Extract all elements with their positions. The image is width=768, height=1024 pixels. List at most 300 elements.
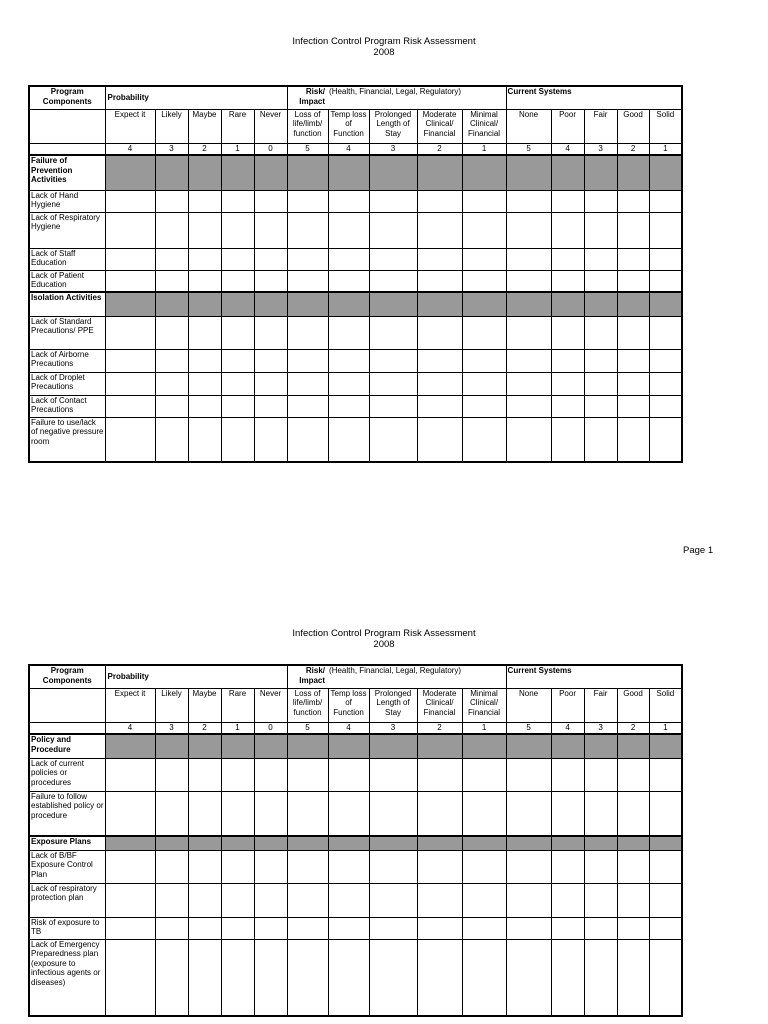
risk-col-score: 5 [287,722,328,734]
rating-cell[interactable] [221,372,254,395]
section-shaded-cell [551,734,584,758]
section-shaded-cell [221,155,254,190]
rating-cell[interactable] [551,248,584,270]
rating-cell[interactable] [155,190,188,212]
rating-cell[interactable] [155,248,188,270]
rating-cell[interactable] [221,791,254,836]
table-row [29,417,682,462]
rating-cell[interactable] [617,939,649,1016]
rating-cell[interactable] [155,850,188,883]
rating-cell[interactable] [649,758,682,791]
rating-cell[interactable] [105,917,155,939]
rating-cell[interactable] [417,349,462,372]
rating-cell[interactable] [328,939,369,1016]
row-label: Lack of respiratory protection plan [29,883,105,917]
rating-cell[interactable] [221,850,254,883]
rating-cell[interactable] [105,791,155,836]
section-shaded-cell [369,836,417,850]
rating-cell[interactable] [328,190,369,212]
rating-cell[interactable] [649,395,682,417]
rating-cell[interactable] [369,190,417,212]
section-shaded-cell [551,836,584,850]
rating-cell[interactable] [649,883,682,917]
rating-cell[interactable] [188,212,221,248]
rating-cell[interactable] [417,270,462,292]
rating-cell[interactable] [617,349,649,372]
rating-cell[interactable] [221,190,254,212]
rating-cell[interactable] [417,316,462,349]
section-shaded-cell [584,836,617,850]
section-shaded-cell [649,292,682,316]
systems-col-label: Good [617,688,649,722]
rating-cell[interactable] [649,212,682,248]
probability-col-score: 0 [254,143,287,155]
rating-cell[interactable] [462,939,506,1016]
rating-cell[interactable] [649,939,682,1016]
rating-cell[interactable] [584,883,617,917]
systems-col-score: 2 [617,722,649,734]
rating-cell[interactable] [221,316,254,349]
section-heading: Exposure Plans [29,836,105,850]
rating-cell[interactable] [506,349,551,372]
rating-cell[interactable] [369,349,417,372]
rating-cell[interactable] [506,190,551,212]
rating-cell[interactable] [188,939,221,1016]
rating-cell[interactable] [155,917,188,939]
rating-cell[interactable] [328,349,369,372]
section-shaded-cell [254,292,287,316]
systems-col-score: 5 [506,143,551,155]
rating-cell[interactable] [584,349,617,372]
rating-cell[interactable] [584,316,617,349]
row-label: Lack of Respiratory Hygiene [29,212,105,248]
rating-cell[interactable] [506,248,551,270]
rating-cell[interactable] [462,212,506,248]
rating-cell[interactable] [649,190,682,212]
rating-cell[interactable] [221,417,254,462]
rating-cell[interactable] [617,883,649,917]
rating-cell[interactable] [287,939,328,1016]
rating-cell[interactable] [369,417,417,462]
rating-cell[interactable] [462,883,506,917]
section-shaded-cell [417,734,462,758]
empty-header-cell [29,722,105,734]
rating-cell[interactable] [287,917,328,939]
probability-col-label: Never [254,688,287,722]
rating-cell[interactable] [287,212,328,248]
rating-cell[interactable] [617,850,649,883]
section-header-row [29,734,682,758]
rating-cell[interactable] [287,850,328,883]
page2-year: 2008 [373,639,395,650]
rating-cell[interactable] [649,270,682,292]
rating-cell[interactable] [369,758,417,791]
rating-cell[interactable] [188,883,221,917]
systems-col-score: 5 [506,722,551,734]
rating-cell[interactable] [551,850,584,883]
rating-cell[interactable] [328,270,369,292]
rating-cell[interactable] [462,349,506,372]
systems-col-score: 3 [584,143,617,155]
rating-cell[interactable] [506,372,551,395]
rating-cell[interactable] [369,883,417,917]
rating-cell[interactable] [287,248,328,270]
rating-cell[interactable] [369,395,417,417]
rating-cell[interactable] [287,791,328,836]
rating-cell[interactable] [155,270,188,292]
section-shaded-cell [155,836,188,850]
rating-cell[interactable] [221,883,254,917]
rating-cell[interactable] [155,758,188,791]
rating-cell[interactable] [188,917,221,939]
rating-cell[interactable] [188,850,221,883]
rating-cell[interactable] [287,316,328,349]
rating-cell[interactable] [584,372,617,395]
rating-cell[interactable] [155,883,188,917]
risk-col-score: 2 [417,143,462,155]
rating-cell[interactable] [188,417,221,462]
rating-cell[interactable] [328,883,369,917]
probability-col-score: 1 [221,143,254,155]
rating-cell[interactable] [551,791,584,836]
rating-cell[interactable] [105,417,155,462]
rating-cell[interactable] [254,791,287,836]
rating-cell[interactable] [584,212,617,248]
rating-cell[interactable] [188,316,221,349]
rating-cell[interactable] [462,372,506,395]
rating-cell[interactable] [254,349,287,372]
rating-cell[interactable] [584,248,617,270]
section-shaded-cell [462,734,506,758]
rating-cell[interactable] [584,917,617,939]
rating-cell[interactable] [506,939,551,1016]
rating-cell[interactable] [417,939,462,1016]
rating-cell[interactable] [254,316,287,349]
systems-col-label: Fair [584,688,617,722]
rating-cell[interactable] [221,395,254,417]
probability-col-label: Expect it [105,109,155,143]
rating-cell[interactable] [417,417,462,462]
rating-cell[interactable] [254,248,287,270]
rating-cell[interactable] [617,372,649,395]
rating-cell[interactable] [254,212,287,248]
rating-cell[interactable] [328,417,369,462]
rating-cell[interactable] [221,212,254,248]
rating-cell[interactable] [649,417,682,462]
rating-cell[interactable] [369,316,417,349]
page1-title-text: Infection Control Program Risk Assessment [292,36,476,47]
rating-cell[interactable] [369,850,417,883]
probability-col-label: Likely [155,109,188,143]
rating-cell[interactable] [105,883,155,917]
rating-cell[interactable] [551,316,584,349]
rating-cell[interactable] [221,758,254,791]
rating-cell[interactable] [584,850,617,883]
rating-cell[interactable] [254,417,287,462]
rating-cell[interactable] [105,270,155,292]
rating-cell[interactable] [551,212,584,248]
rating-cell[interactable] [287,883,328,917]
rating-cell[interactable] [551,349,584,372]
section-shaded-cell [417,836,462,850]
rating-cell[interactable] [462,417,506,462]
section-shaded-cell [328,734,369,758]
rating-cell[interactable] [287,270,328,292]
rating-cell[interactable] [328,758,369,791]
rating-cell[interactable] [551,758,584,791]
rating-cell[interactable] [155,939,188,1016]
rating-cell[interactable] [254,395,287,417]
section-shaded-cell [328,292,369,316]
page1-title [0,36,768,58]
section-shaded-cell [506,155,551,190]
rating-cell[interactable] [617,395,649,417]
rating-cell[interactable] [328,850,369,883]
rating-cell[interactable] [617,917,649,939]
rating-cell[interactable] [649,917,682,939]
rating-cell[interactable] [254,758,287,791]
rating-cell[interactable] [328,791,369,836]
rating-cell[interactable] [506,417,551,462]
rating-cell[interactable] [506,395,551,417]
rating-cell[interactable] [551,190,584,212]
rating-cell[interactable] [155,316,188,349]
rating-cell[interactable] [287,395,328,417]
rating-cell[interactable] [462,850,506,883]
rating-cell[interactable] [417,850,462,883]
rating-cell[interactable] [221,270,254,292]
rating-cell[interactable] [328,212,369,248]
probability-header: Probability [105,665,287,688]
row-label: Lack of Emergency Preparedness plan (exposure to infectious agents or diseases) [29,939,105,1016]
rating-cell[interactable] [617,270,649,292]
section-shaded-cell [617,734,649,758]
rating-cell[interactable] [584,270,617,292]
header-row-labels [29,109,682,143]
header-row-groups [29,665,682,688]
rating-cell[interactable] [155,212,188,248]
rating-cell[interactable] [254,917,287,939]
rating-cell[interactable] [617,212,649,248]
probability-col-score: 1 [221,722,254,734]
risk-col-label: Temp loss of Function [328,688,369,722]
rating-cell[interactable] [617,190,649,212]
risk-col-label: Temp loss of Function [328,109,369,143]
rating-cell[interactable] [417,248,462,270]
rating-cell[interactable] [462,395,506,417]
rating-cell[interactable] [254,372,287,395]
rating-cell[interactable] [188,270,221,292]
rating-cell[interactable] [254,883,287,917]
section-shaded-cell [649,836,682,850]
rating-cell[interactable] [506,850,551,883]
risk-col-label: Minimal Clinical/ Financial [462,109,506,143]
rating-cell[interactable] [105,939,155,1016]
rating-cell[interactable] [105,850,155,883]
rating-cell[interactable] [551,939,584,1016]
rating-cell[interactable] [328,395,369,417]
rating-cell[interactable] [462,791,506,836]
rating-cell[interactable] [188,758,221,791]
section-heading: Failure of Prevention Activities [29,155,105,190]
rating-cell[interactable] [105,248,155,270]
rating-cell[interactable] [287,417,328,462]
rating-cell[interactable] [551,372,584,395]
rating-cell[interactable] [254,190,287,212]
probability-col-label: Maybe [188,109,221,143]
rating-cell[interactable] [649,372,682,395]
rating-cell[interactable] [369,372,417,395]
rating-cell[interactable] [328,917,369,939]
rating-cell[interactable] [221,248,254,270]
rating-cell[interactable] [188,190,221,212]
section-shaded-cell [369,734,417,758]
rating-cell[interactable] [417,883,462,917]
rating-cell[interactable] [369,939,417,1016]
rating-cell[interactable] [417,372,462,395]
row-label: Lack of Hand Hygiene [29,190,105,212]
rating-cell[interactable] [649,316,682,349]
rating-cell[interactable] [287,349,328,372]
probability-col-label: Expect it [105,688,155,722]
rating-cell[interactable] [506,270,551,292]
section-shaded-cell [287,836,328,850]
systems-col-score: 2 [617,143,649,155]
probability-header: Probability [105,86,287,109]
rating-cell[interactable] [417,190,462,212]
rating-cell[interactable] [155,349,188,372]
rating-cell[interactable] [584,417,617,462]
rating-cell[interactable] [551,270,584,292]
rating-cell[interactable] [369,270,417,292]
rating-cell[interactable] [105,190,155,212]
rating-cell[interactable] [649,791,682,836]
rating-cell[interactable] [188,349,221,372]
probability-col-label: Rare [221,688,254,722]
rating-cell[interactable] [462,316,506,349]
rating-cell[interactable] [188,372,221,395]
table-row [29,190,682,212]
rating-cell[interactable] [462,270,506,292]
rating-cell[interactable] [105,372,155,395]
table-row [29,939,682,1016]
rating-cell[interactable] [254,939,287,1016]
rating-cell[interactable] [155,791,188,836]
rating-cell[interactable] [188,395,221,417]
page1-year: 2008 [373,47,395,58]
rating-cell[interactable] [221,349,254,372]
rating-cell[interactable] [551,417,584,462]
rating-cell[interactable] [584,395,617,417]
rating-cell[interactable] [506,316,551,349]
program-components-header: Program Components [29,86,105,109]
probability-col-label: Rare [221,109,254,143]
risk-col-label: Prolonged Length of Stay [369,688,417,722]
rating-cell[interactable] [417,758,462,791]
rating-cell[interactable] [649,850,682,883]
rating-cell[interactable] [506,883,551,917]
rating-cell[interactable] [105,395,155,417]
rating-cell[interactable] [369,212,417,248]
rating-cell[interactable] [155,395,188,417]
rating-cell[interactable] [287,190,328,212]
rating-cell[interactable] [551,395,584,417]
rating-cell[interactable] [105,758,155,791]
rating-cell[interactable] [188,248,221,270]
section-shaded-cell [369,155,417,190]
rating-cell[interactable] [221,939,254,1016]
rating-cell[interactable] [551,917,584,939]
table-row [29,349,682,372]
rating-cell[interactable] [617,417,649,462]
rating-cell[interactable] [462,190,506,212]
rating-cell[interactable] [506,212,551,248]
rating-cell[interactable] [369,791,417,836]
probability-col-score: 2 [188,143,221,155]
rating-cell[interactable] [417,791,462,836]
rating-cell[interactable] [462,758,506,791]
rating-cell[interactable] [417,395,462,417]
rating-cell[interactable] [506,758,551,791]
rating-cell[interactable] [649,349,682,372]
rating-cell[interactable] [105,316,155,349]
rating-cell[interactable] [506,791,551,836]
rating-cell[interactable] [506,917,551,939]
rating-cell[interactable] [462,248,506,270]
rating-cell[interactable] [617,248,649,270]
rating-cell[interactable] [617,758,649,791]
rating-cell[interactable] [417,917,462,939]
systems-col-score: 4 [551,143,584,155]
table-row [29,270,682,292]
rating-cell[interactable] [369,248,417,270]
section-shaded-cell [105,836,155,850]
rating-cell[interactable] [617,791,649,836]
rating-cell[interactable] [287,372,328,395]
rating-cell[interactable] [287,758,328,791]
rating-cell[interactable] [221,917,254,939]
rating-cell[interactable] [328,316,369,349]
risk-col-score: 1 [462,143,506,155]
rating-cell[interactable] [617,316,649,349]
rating-cell[interactable] [105,212,155,248]
rating-cell[interactable] [584,190,617,212]
rating-cell[interactable] [584,791,617,836]
rating-cell[interactable] [155,372,188,395]
rating-cell[interactable] [417,212,462,248]
rating-cell[interactable] [254,270,287,292]
rating-cell[interactable] [105,349,155,372]
rating-cell[interactable] [155,417,188,462]
rating-cell[interactable] [188,791,221,836]
section-shaded-cell [506,734,551,758]
page-number: Page 1 [683,545,714,556]
section-header-row [29,836,682,850]
section-shaded-cell [155,292,188,316]
rating-cell[interactable] [584,758,617,791]
rating-cell[interactable] [649,248,682,270]
rating-cell[interactable] [462,917,506,939]
rating-cell[interactable] [551,883,584,917]
section-shaded-cell [328,155,369,190]
rating-cell[interactable] [328,372,369,395]
risk-impact-subheader: (Health, Financial, Legal, Regulatory) [328,665,506,688]
rating-cell[interactable] [328,248,369,270]
rating-cell[interactable] [584,939,617,1016]
rating-cell[interactable] [369,917,417,939]
risk-col-label: Moderate Clinical/ Financial [417,109,462,143]
rating-cell[interactable] [254,850,287,883]
